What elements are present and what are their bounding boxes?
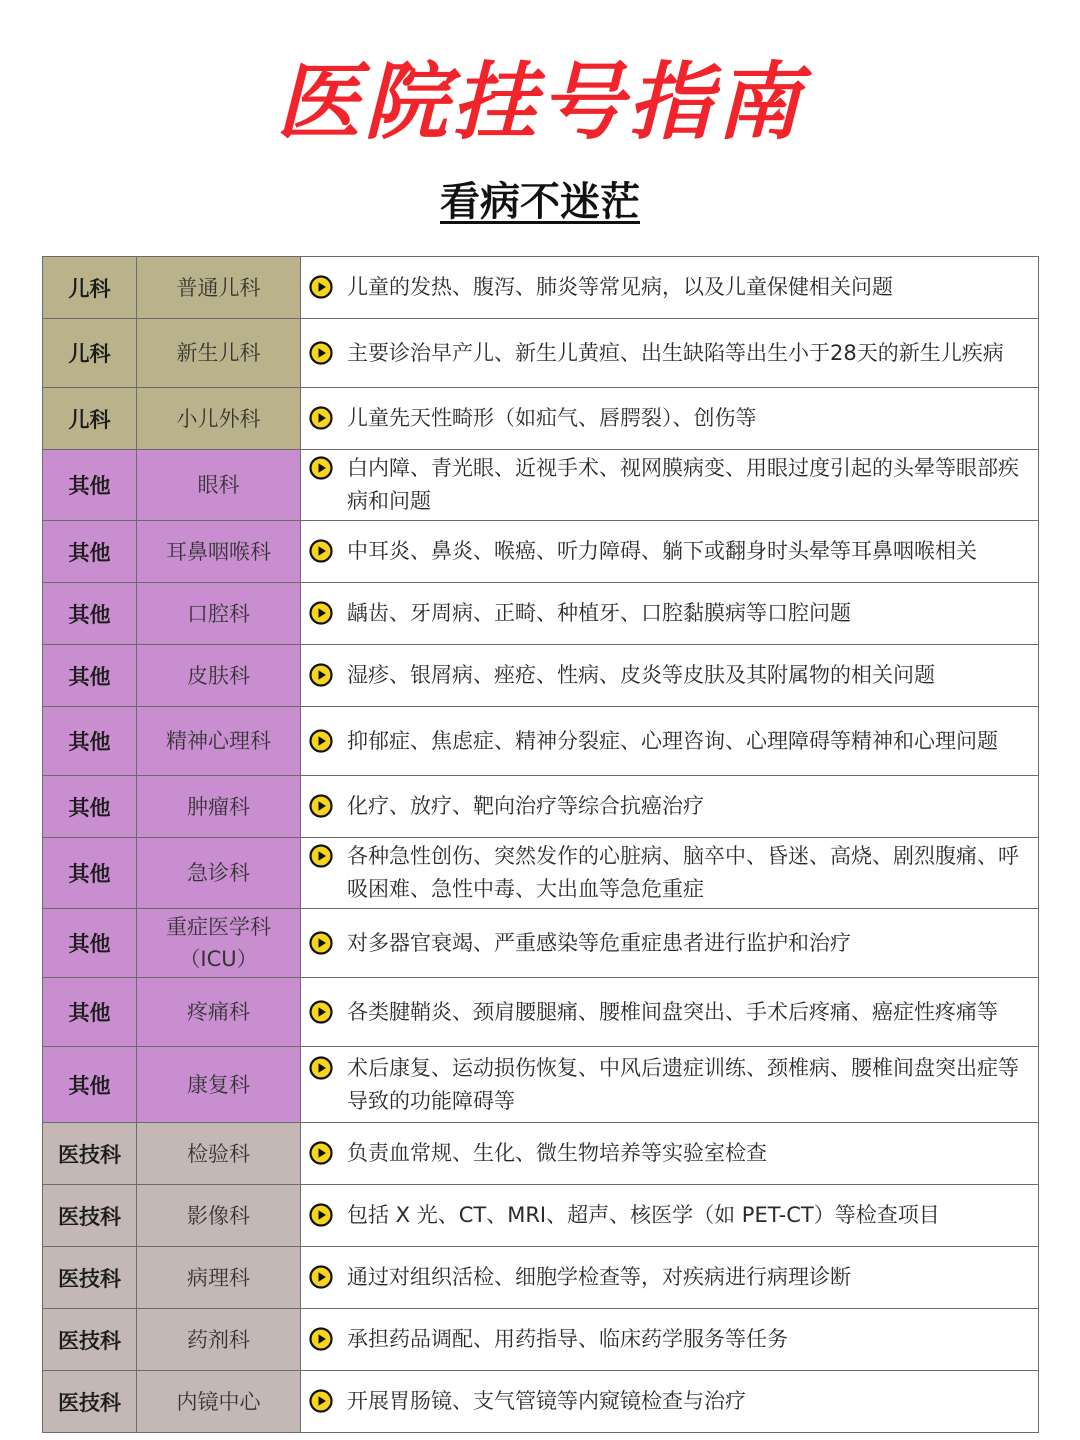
play-circle-icon xyxy=(309,406,333,430)
description-text: 抑郁症、焦虑症、精神分裂症、心理咨询、心理障碍等精神和心理问题 xyxy=(347,728,998,753)
play-circle-icon xyxy=(309,275,333,299)
department-cell: 急诊科 xyxy=(137,838,301,909)
play-circle-icon xyxy=(309,539,333,563)
page-subtitle xyxy=(0,176,1080,228)
description-text: 通过对组织活检、细胞学检查等，对疾病进行病理诊断 xyxy=(347,1265,851,1289)
description-text: 对多器官衰竭、严重感染等危重症患者进行监护和治疗 xyxy=(347,930,851,955)
description-cell xyxy=(301,707,1039,776)
description-cell xyxy=(301,909,1039,978)
table-row xyxy=(43,388,1039,450)
department-cell: 病理科 xyxy=(137,1247,301,1309)
table-row xyxy=(43,1185,1039,1247)
description-cell xyxy=(301,1309,1039,1371)
play-circle-icon xyxy=(309,1265,333,1289)
department-cell: 小儿外科 xyxy=(137,388,301,450)
table-row xyxy=(43,319,1039,388)
table-row xyxy=(43,645,1039,707)
table-row xyxy=(43,1123,1039,1185)
play-circle-icon xyxy=(309,1056,333,1080)
description-text: 龋齿、牙周病、正畸、种植牙、口腔黏膜病等口腔问题 xyxy=(347,601,851,625)
table-row xyxy=(43,838,1039,909)
description-text: 开展胃肠镜、支气管镜等内窥镜检查与治疗 xyxy=(347,1389,746,1413)
description-text: 湿疹、银屑病、痤疮、性病、皮炎等皮肤及其附属物的相关问题 xyxy=(347,663,935,687)
play-circle-icon xyxy=(309,1141,333,1165)
subtitle-text: 看病不迷茫 xyxy=(440,179,640,225)
category-cell: 医技科 xyxy=(43,1247,137,1309)
description-text: 各种急性创伤、突然发作的心脏病、脑卒中、昏迷、高烧、剧烈腹痛、呼吸困难、急性中毒、大出血等急危重症 xyxy=(347,844,1019,901)
category-cell: 其他 xyxy=(43,583,137,645)
play-circle-icon xyxy=(309,729,333,753)
department-cell: 检验科 xyxy=(137,1123,301,1185)
play-circle-icon xyxy=(309,794,333,818)
description-cell xyxy=(301,450,1039,521)
department-cell: 疼痛科 xyxy=(137,978,301,1047)
play-circle-icon xyxy=(309,601,333,625)
table-row xyxy=(43,450,1039,521)
description-cell xyxy=(301,978,1039,1047)
description-cell xyxy=(301,388,1039,450)
category-cell: 医技科 xyxy=(43,1123,137,1185)
table-row xyxy=(43,1309,1039,1371)
description-cell xyxy=(301,1247,1039,1309)
department-cell: 肿瘤科 xyxy=(137,776,301,838)
description-text: 主要诊治早产儿、新生儿黄疸、出生缺陷等出生小于28天的新生儿疾病 xyxy=(347,340,1004,365)
play-circle-icon xyxy=(309,1389,333,1413)
table-row xyxy=(43,521,1039,583)
play-circle-icon xyxy=(309,844,333,868)
description-cell xyxy=(301,257,1039,319)
department-cell: 口腔科 xyxy=(137,583,301,645)
table-row xyxy=(43,583,1039,645)
category-cell: 其他 xyxy=(43,645,137,707)
description-cell xyxy=(301,645,1039,707)
department-cell: 精神心理科 xyxy=(137,707,301,776)
category-cell: 其他 xyxy=(43,707,137,776)
description-cell xyxy=(301,583,1039,645)
description-text: 化疗、放疗、靶向治疗等综合抗癌治疗 xyxy=(347,794,704,818)
description-text: 白内障、青光眼、近视手术、视网膜病变、用眼过度引起的头晕等眼部疾病和问题 xyxy=(347,456,1019,513)
description-cell xyxy=(301,1123,1039,1185)
play-circle-icon xyxy=(309,1203,333,1227)
department-cell: 康复科 xyxy=(137,1047,301,1123)
description-text: 中耳炎、鼻炎、喉癌、听力障碍、躺下或翻身时头晕等耳鼻咽喉相关 xyxy=(347,539,977,563)
description-text: 术后康复、运动损伤恢复、中风后遗症训练、颈椎病、腰椎间盘突出症等导致的功能障碍等 xyxy=(347,1055,1019,1113)
description-cell xyxy=(301,1371,1039,1433)
department-cell: 影像科 xyxy=(137,1185,301,1247)
department-cell: 普通儿科 xyxy=(137,257,301,319)
description-cell xyxy=(301,1185,1039,1247)
table-row xyxy=(43,1247,1039,1309)
department-cell: 耳鼻咽喉科 xyxy=(137,521,301,583)
department-cell: 皮肤科 xyxy=(137,645,301,707)
description-text: 包括 X 光、CT、MRI、超声、核医学（如 PET-CT）等检查项目 xyxy=(347,1203,940,1227)
category-cell: 儿科 xyxy=(43,388,137,450)
department-cell: 药剂科 xyxy=(137,1309,301,1371)
description-cell xyxy=(301,1047,1039,1123)
play-circle-icon xyxy=(309,931,333,955)
play-circle-icon xyxy=(309,663,333,687)
table-row xyxy=(43,909,1039,978)
description-cell xyxy=(301,776,1039,838)
department-table xyxy=(42,256,1039,1433)
category-cell: 儿科 xyxy=(43,319,137,388)
table-row xyxy=(43,1371,1039,1433)
department-cell: 新生儿科 xyxy=(137,319,301,388)
category-cell: 医技科 xyxy=(43,1371,137,1433)
category-cell: 医技科 xyxy=(43,1185,137,1247)
table-row xyxy=(43,978,1039,1047)
category-cell: 其他 xyxy=(43,450,137,521)
description-text: 儿童先天性畸形（如疝气、唇腭裂）、创伤等 xyxy=(347,406,757,430)
description-text: 承担药品调配、用药指导、临床药学服务等任务 xyxy=(347,1327,788,1351)
category-cell: 其他 xyxy=(43,1047,137,1123)
play-circle-icon xyxy=(309,1327,333,1351)
category-cell: 其他 xyxy=(43,909,137,978)
table-row xyxy=(43,1047,1039,1123)
department-cell: 重症医学科（ICU） xyxy=(137,909,301,978)
play-circle-icon xyxy=(309,456,333,480)
description-text: 负责血常规、生化、微生物培养等实验室检查 xyxy=(347,1141,767,1165)
category-cell: 其他 xyxy=(43,521,137,583)
description-cell xyxy=(301,838,1039,909)
category-cell: 其他 xyxy=(43,978,137,1047)
table-row xyxy=(43,707,1039,776)
category-cell: 其他 xyxy=(43,838,137,909)
play-circle-icon xyxy=(309,341,333,365)
description-cell xyxy=(301,319,1039,388)
category-cell: 儿科 xyxy=(43,257,137,319)
description-text: 各类腱鞘炎、颈肩腰腿痛、腰椎间盘突出、手术后疼痛、癌症性疼痛等 xyxy=(347,999,998,1024)
description-cell xyxy=(301,521,1039,583)
category-cell: 其他 xyxy=(43,776,137,838)
department-cell: 眼科 xyxy=(137,450,301,521)
category-cell: 医技科 xyxy=(43,1309,137,1371)
table-row xyxy=(43,257,1039,319)
table-row xyxy=(43,776,1039,838)
department-cell: 内镜中心 xyxy=(137,1371,301,1433)
page-title: 医院挂号指南 xyxy=(275,53,804,151)
play-circle-icon xyxy=(309,1000,333,1024)
description-text: 儿童的发热、腹泻、肺炎等常见病，以及儿童保健相关问题 xyxy=(347,275,893,299)
